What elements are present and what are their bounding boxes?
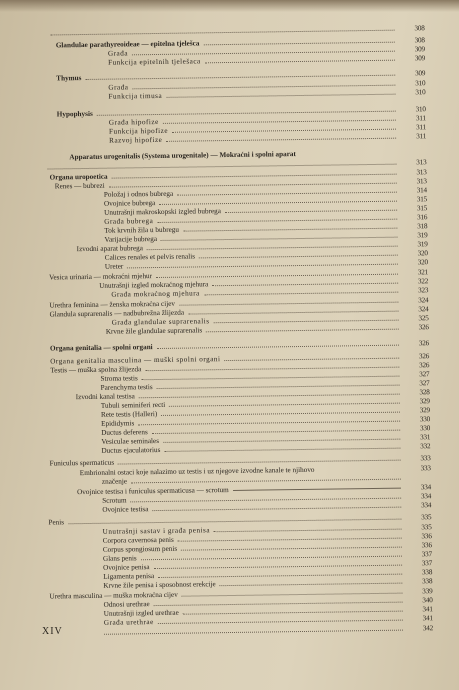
entry-title: Tok krvnih žila u bubregu <box>104 225 180 235</box>
entry-title: Varijacije bubrega <box>104 235 158 244</box>
entry-title: Calices renales et pelvis renalis <box>104 252 196 262</box>
entry-title: Stroma testis <box>100 374 138 383</box>
entry-title: Unutrašnji sastav i građa penisa <box>102 526 211 536</box>
entry-title: Građa bubrega <box>104 217 154 226</box>
leader-dots <box>118 460 401 465</box>
leader-dots <box>152 507 401 511</box>
leader-dots <box>233 488 401 491</box>
leader-dots <box>51 30 395 36</box>
entry-title: Tubuli seminiferi recti <box>100 400 166 410</box>
entry-title: Vesiculae seminales <box>101 436 160 446</box>
leader-dots <box>214 320 399 324</box>
entry-page: 309 <box>414 69 426 78</box>
leader-dots <box>212 283 398 287</box>
entry-page: 319 <box>417 231 428 240</box>
entry-page: 315 <box>416 195 428 204</box>
entry-page: 338 <box>422 577 433 586</box>
entry-title: Izvodni kanal testisa <box>75 392 135 402</box>
entry-title: Izvodni aparat bubrega <box>76 244 143 254</box>
entry-page: 314 <box>416 186 427 195</box>
entry-page: 326 <box>418 352 430 361</box>
entry-title: Funkcija epitelnih tjelešaca <box>107 57 201 67</box>
entry-title: Unutrašnji izgled mokraćnog mjehura <box>99 280 209 290</box>
leader-dots <box>167 94 396 98</box>
leader-dots <box>224 358 399 361</box>
entry-page: 315 <box>416 204 428 213</box>
entry-page: 335 <box>421 513 432 522</box>
leader-dots <box>166 138 396 142</box>
entry-page: 313 <box>416 177 427 186</box>
entry-title: Unutrašnji izgled urethrae <box>103 608 179 618</box>
entry-title: Građa urethrae <box>103 618 154 627</box>
entry-title: Ovojnice testisa <box>102 505 149 514</box>
entry-title: Scrotum <box>102 496 127 505</box>
entry-page: 337 <box>421 550 432 559</box>
entry-page: 334 <box>420 492 432 501</box>
entry-title: Krvne žile glandulae suprarenalis <box>105 326 203 336</box>
entry-page: 313 <box>416 168 427 177</box>
entry-title: Ureter <box>104 262 124 271</box>
entry-page: 326 <box>418 323 429 332</box>
entry-page: 331 <box>420 433 431 442</box>
entry-title: Organa genitalia masculina — muški spolni organi <box>50 355 221 366</box>
entry-page: 329 <box>419 397 430 406</box>
entry-page: 309 <box>414 45 425 54</box>
entry-page: 341 <box>422 614 433 623</box>
entry-title: Građa mokraćnog mjehura <box>111 289 200 299</box>
leader-dots <box>225 210 397 213</box>
leader-dots <box>158 620 403 624</box>
entry-title: značenje <box>101 477 128 486</box>
entry-page: 319 <box>417 240 428 249</box>
entry-page: 334 <box>420 483 432 492</box>
entry-title: Ovojnice penisa <box>103 563 150 572</box>
entry-title: Corpus spongiosum penis <box>102 544 178 554</box>
leader-dots <box>189 311 399 315</box>
entry-title: Testis — muška spolna žlijezda <box>50 365 142 375</box>
leader-dots <box>157 345 399 349</box>
entry-title: Razvoj hipofize <box>109 135 163 145</box>
entry-title: Vesica urinaria — mokraćni mjehur <box>48 272 153 282</box>
entry-page: 310 <box>415 79 426 88</box>
page-number: XIV <box>42 626 63 637</box>
entry-title: Renes — bubrezi <box>54 181 105 191</box>
entry-title: Hypophysis <box>56 109 93 119</box>
entry-title: Građa <box>107 49 129 58</box>
entry-page: 333 <box>420 464 431 473</box>
entry-page: 323 <box>418 286 429 295</box>
entry-page: 336 <box>421 532 432 541</box>
leader-dots <box>204 292 398 296</box>
leader-dots <box>179 302 398 306</box>
leader-dots <box>164 448 400 452</box>
leader-dots <box>206 329 399 333</box>
entry-title: Corpora cavernosa penis <box>102 535 174 545</box>
entry-page: 339 <box>422 587 433 596</box>
entry-page: 338 <box>421 568 433 577</box>
entry-title: Odnosi urethrae <box>103 600 150 609</box>
leader-dots <box>177 192 397 196</box>
entry-page: 309 <box>414 54 426 63</box>
entry-title: Građa <box>108 83 129 92</box>
entry-page: 337 <box>421 559 433 568</box>
entry-page: 322 <box>417 277 429 286</box>
entry-page: 326 <box>419 361 430 370</box>
entry-title: Ovojnice testisa i funiculus spermaticusa — scrotum <box>76 486 229 497</box>
entry-page: 308 <box>414 36 425 45</box>
entry-page: 324 <box>418 296 429 305</box>
entry-title: Funkcija hipofize <box>108 126 169 136</box>
entry-page: 316 <box>416 213 428 222</box>
entry-page: 310 <box>415 88 426 97</box>
entry-page: 326 <box>418 339 430 348</box>
entry-page: 340 <box>422 596 433 605</box>
entry-title: Ovojnice bubrega <box>103 199 156 208</box>
entry-page: 320 <box>417 249 428 258</box>
entry-title: Organa uropoetica <box>49 172 108 182</box>
entry-page: 311 <box>416 132 427 141</box>
entry-title: Funiculus spermaticus <box>49 458 115 468</box>
entry-title: Epididymis <box>101 419 135 428</box>
entry-title: Parenchyma testis <box>100 383 153 392</box>
leader-dots <box>199 255 398 259</box>
entry-page: 310 <box>415 105 426 114</box>
entry-title: Unutrašnji makroskopski izgled bubrega <box>104 207 221 217</box>
leader-dots <box>204 42 395 46</box>
entry-page: 336 <box>421 541 432 550</box>
entry-title: Ductus ejaculatorius <box>101 445 161 455</box>
leader-dots <box>104 630 403 635</box>
leader-dots <box>183 228 397 232</box>
entry-title: Urethra masculina — muška mokraćna cijev <box>49 590 178 601</box>
entry-title: Krvne žile penisa i sposobnost erekcije <box>103 580 216 590</box>
entry-title: Građa hipofize <box>108 117 159 127</box>
entry-title: Funkcija timusa <box>108 91 163 101</box>
entry-title: Glandula suprarenalis — nadbubrežna žlijezda <box>49 308 185 319</box>
entry-title: Građa glandulae suprarenalis <box>111 317 210 327</box>
entry-title: Embrionalni ostaci koje nalazimo uz testis i uz njegove izvodne kanale te njihovo <box>79 465 315 478</box>
entry-page: 330 <box>419 415 431 424</box>
entry-title: Urethra feminina — ženska mokraćna cijev <box>49 299 176 310</box>
entry-title: Ductus deferens <box>101 428 148 437</box>
leader-dots <box>131 479 401 484</box>
entry-page: 335 <box>421 523 432 532</box>
leader-dots <box>214 529 402 533</box>
entry-title: Glandulae parathyreoideae — epitelna tjelešca <box>55 39 200 50</box>
entry-title: Apparatus urogenitalis (Systema urogenitale) — Mokraćni i spolni aparat <box>69 150 296 162</box>
entry-page: 330 <box>419 424 431 433</box>
entry-page: 324 <box>418 305 429 314</box>
entry-page: 328 <box>419 388 430 397</box>
entry-page: 333 <box>420 454 431 463</box>
entry-page: 341 <box>422 605 433 614</box>
entry-page: 311 <box>415 114 426 123</box>
entry-title: Rete testis (Halleri) <box>100 410 158 419</box>
entry-title: Organa genitalia — spolni organi <box>49 343 153 353</box>
entry-page: 311 <box>416 123 427 132</box>
leader-dots <box>205 60 395 64</box>
leader-dots <box>127 264 398 269</box>
entry-title: Thymus <box>56 74 82 83</box>
entry-page: 327 <box>419 370 430 379</box>
entry-page: 342 <box>422 624 434 633</box>
entry-page: 334 <box>421 501 432 510</box>
entry-page: 320 <box>417 258 428 267</box>
leader-dots <box>85 75 395 80</box>
entry-title: Glans penis <box>102 554 137 563</box>
entry-page: 325 <box>418 314 429 323</box>
entry-page: 308 <box>414 24 425 33</box>
entry-page: 313 <box>416 158 427 167</box>
entry-page: 321 <box>417 268 429 277</box>
leader-dots <box>219 583 402 587</box>
entry-title: Položaj i odnos bubrega <box>103 189 174 199</box>
entry-page: 318 <box>417 222 428 231</box>
entry-title: Penis <box>48 518 65 527</box>
entry-page: 329 <box>419 406 430 415</box>
entry-title: Ligamenta penisa <box>103 572 155 581</box>
entry-page: 332 <box>420 442 431 451</box>
entry-page: 327 <box>419 379 430 388</box>
